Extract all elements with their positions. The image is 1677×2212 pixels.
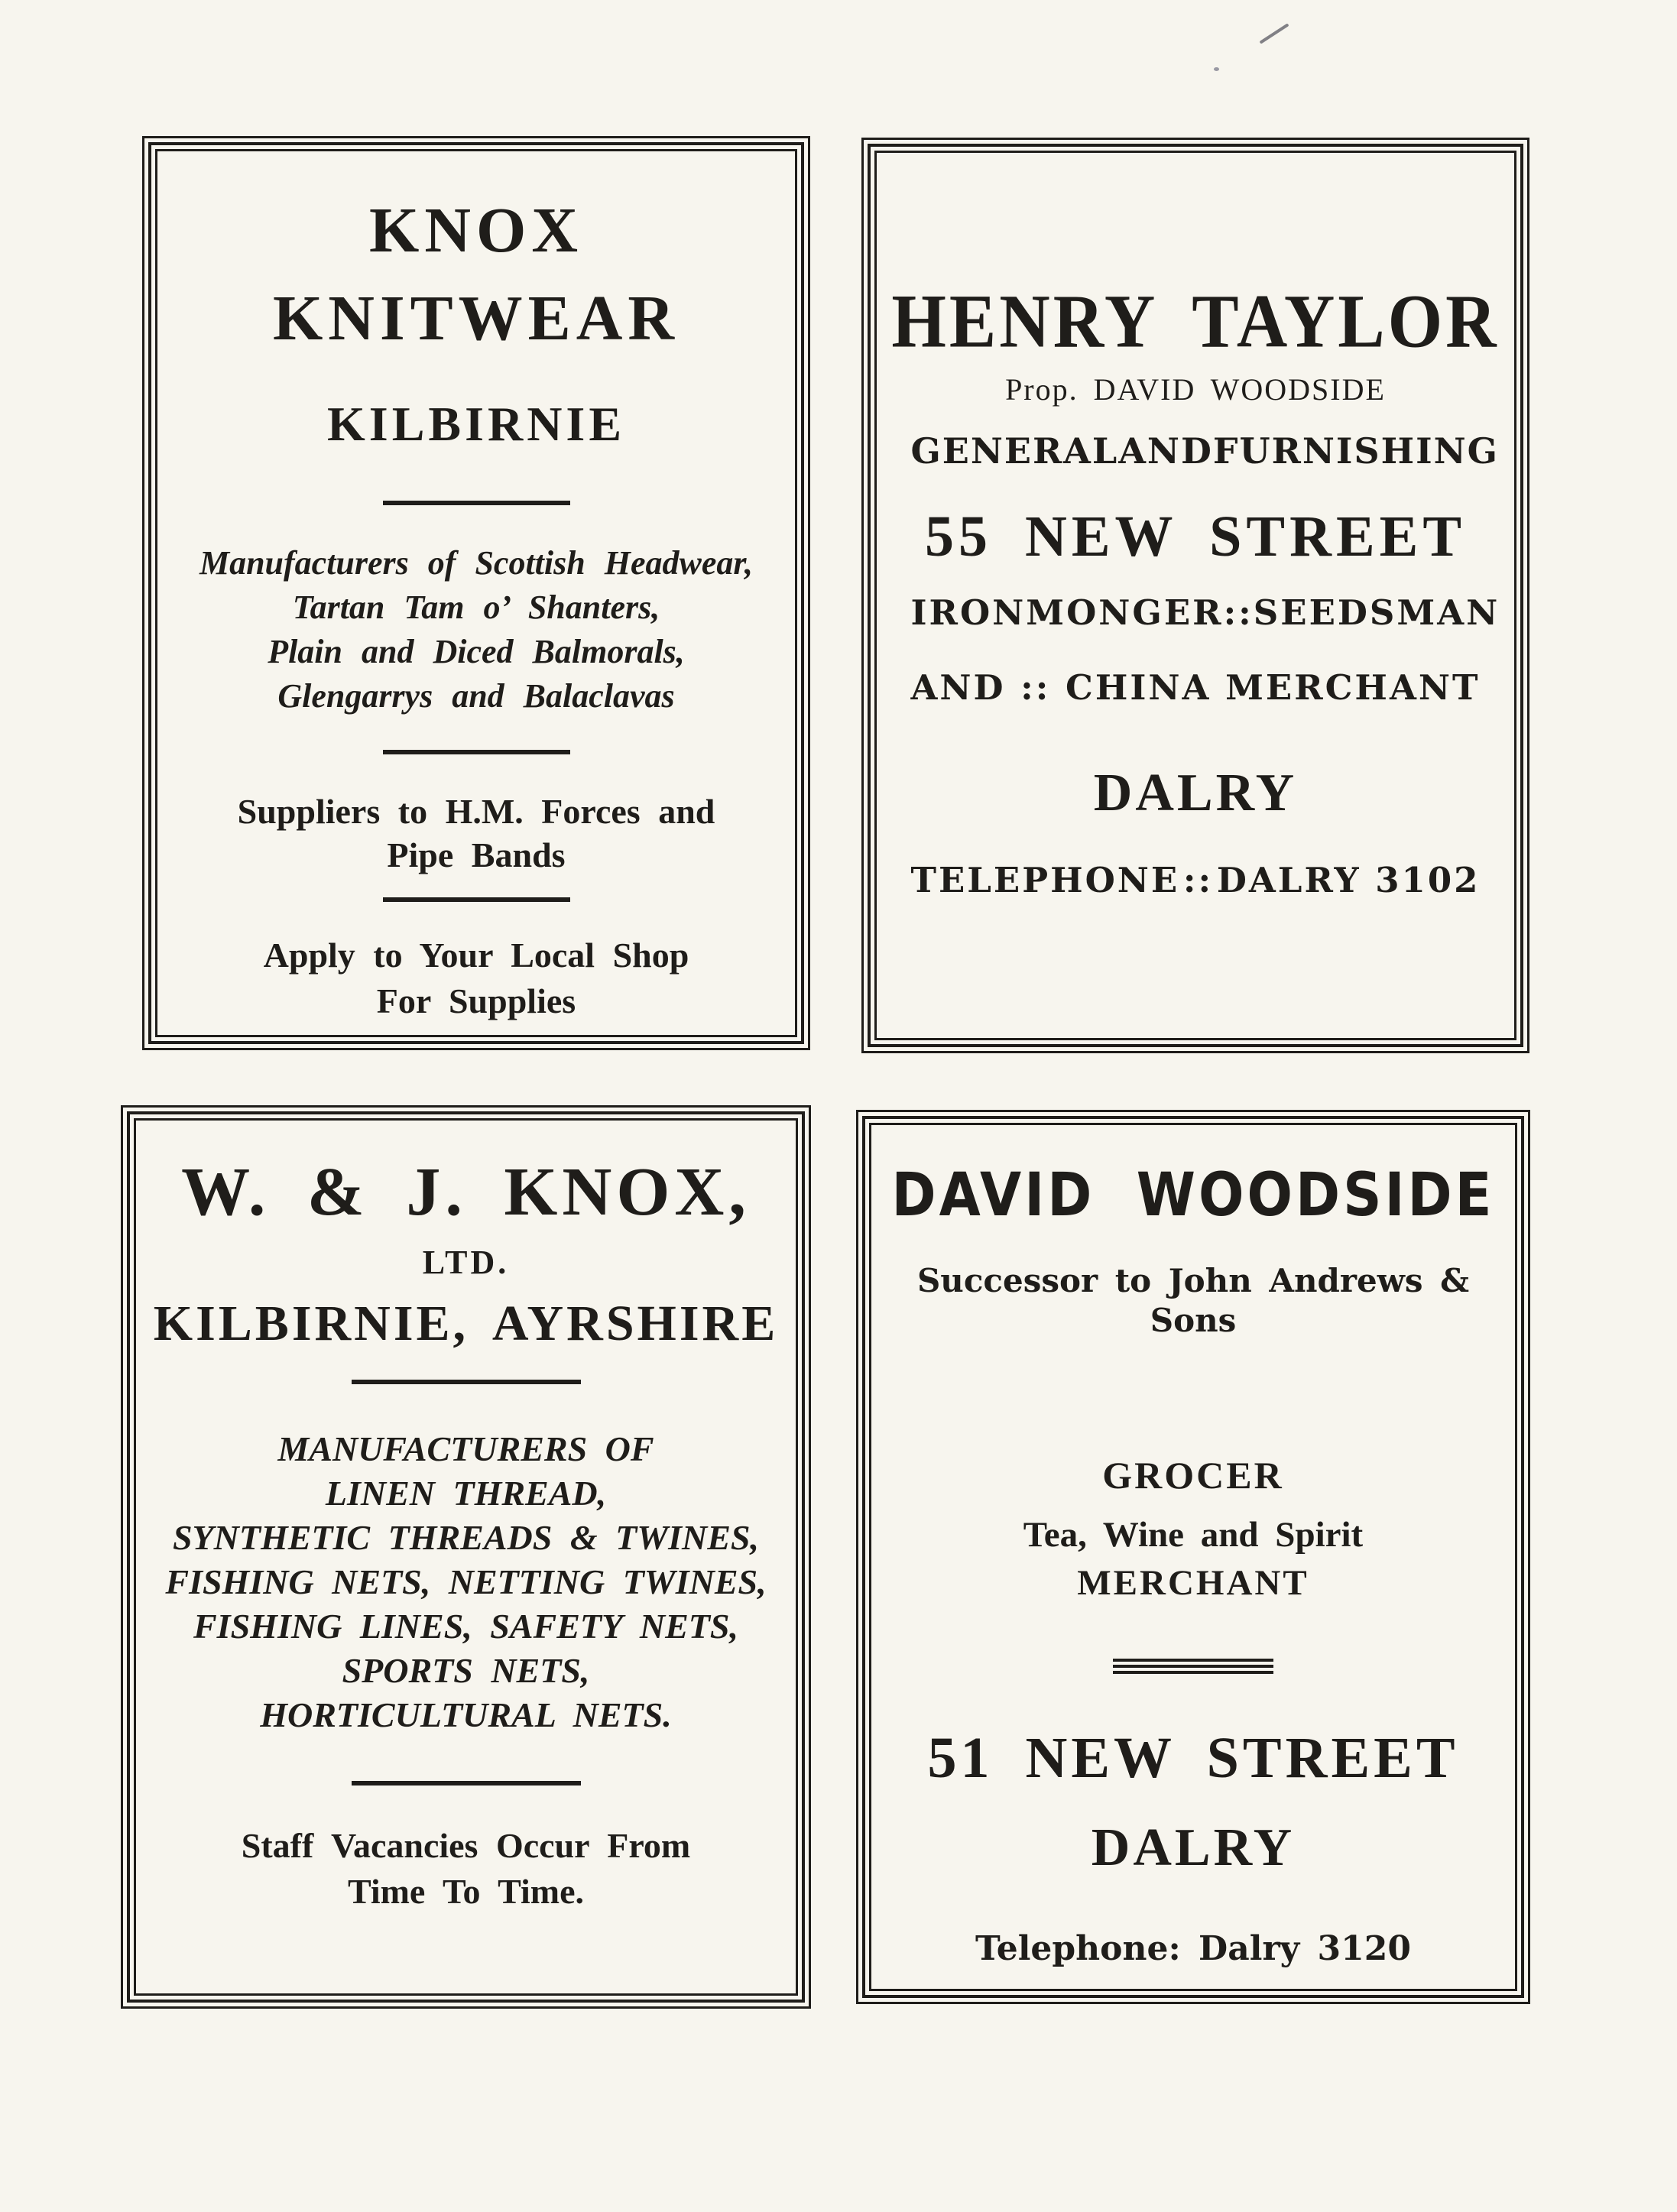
telephone-line: Telephone: Dalry 3120 <box>975 1929 1411 1968</box>
advertiser-name <box>273 186 680 362</box>
trade-label: SEEDSMAN <box>1253 592 1500 633</box>
suppliers-line: Pipe Bands <box>387 835 566 874</box>
product-line: MANUFACTURERS OF <box>277 1429 654 1468</box>
product-list <box>165 1427 766 1737</box>
telephone-row <box>911 860 1481 901</box>
location-line: KILBIRNIE, AYRSHIRE <box>153 1296 779 1351</box>
town-line: DALRY <box>1093 764 1298 822</box>
advertiser-name: DAVID WOODSIDE <box>891 1160 1495 1230</box>
title-line: KNITWEAR <box>272 283 680 354</box>
product-line: SYNTHETIC THREADS & TWINES, <box>172 1518 760 1557</box>
divider-rule <box>383 750 570 754</box>
separator-colons: :: <box>1182 860 1214 900</box>
title-line: KNOX <box>368 195 583 266</box>
product-line: LINEN THREAD, <box>325 1474 607 1513</box>
product-line: Manufacturers of Scottish Headwear, <box>199 544 754 582</box>
product-line: Tartan Tam o’ Shanters, <box>292 589 660 626</box>
trade-line: Tea, Wine and Spirit <box>1023 1515 1364 1555</box>
trade-word: GENERAL <box>910 430 1119 472</box>
vacancies-line: Staff Vacancies Occur From <box>241 1826 691 1865</box>
apply-note <box>264 932 689 1024</box>
advertiser-name: W. & J. KNOX, <box>181 1154 751 1230</box>
vacancies-line: Time To Time. <box>347 1872 584 1911</box>
pen-mark-dot <box>1214 67 1219 71</box>
product-line: Glengarrys and Balaclavas <box>277 677 675 715</box>
product-line: FISHING NETS, NETTING TWINES, <box>165 1562 767 1601</box>
separator-colons: :: <box>1020 667 1051 708</box>
trade-word: AND <box>1118 430 1213 472</box>
town-line: DALRY <box>1091 1818 1296 1877</box>
suppliers-line: Suppliers to H.M. Forces and <box>237 792 715 831</box>
trade-label: AND <box>910 667 1006 708</box>
trades-row <box>911 667 1481 709</box>
ad-frame <box>856 1110 1530 2004</box>
product-line: SPORTS NETS, <box>342 1651 590 1690</box>
street-address: 51 NEW STREET <box>927 1726 1459 1790</box>
company-suffix: LTD. <box>422 1244 510 1281</box>
trade-line: MERCHANT <box>1077 1563 1309 1603</box>
advertiser-name: HENRY TAYLOR <box>891 278 1500 364</box>
apply-line: Apply to Your Local Shop <box>263 936 689 975</box>
ad-henry-taylor <box>861 138 1529 1053</box>
ad-wj-knox <box>121 1105 811 2009</box>
trades-row <box>910 592 1500 634</box>
vacancies-note <box>242 1823 691 1915</box>
proprietor-line: Prop. DAVID WOODSIDE <box>1005 372 1386 407</box>
successor-line: Successor to John Andrews & Sons <box>916 1262 1470 1339</box>
divider-rule <box>352 1380 581 1384</box>
trade-word: FURNISHING <box>1212 430 1499 472</box>
telephone-number: DALRY 3102 <box>1216 860 1481 900</box>
product-line: Plain and Diced Balmorals, <box>268 633 685 670</box>
trade-label: IRONMONGER <box>910 592 1224 633</box>
pen-mark-slash <box>1259 23 1289 44</box>
divider-rule <box>383 897 570 902</box>
triple-divider-rule <box>1113 1659 1273 1674</box>
product-list <box>199 541 753 718</box>
ad-david-woodside <box>856 1110 1530 2004</box>
divider-rule <box>383 501 570 505</box>
product-line: FISHING LINES, SAFETY NETS, <box>193 1607 738 1646</box>
divider-rule <box>352 1781 581 1785</box>
ad-knox-knitwear <box>142 136 810 1050</box>
ad-frame <box>861 138 1529 1053</box>
trade-description <box>910 430 1499 472</box>
separator-colons: :: <box>1223 592 1254 633</box>
ad-frame <box>121 1105 811 2009</box>
trade-label: CHINA MERCHANT <box>1066 667 1481 708</box>
ad-frame <box>142 136 810 1050</box>
apply-line: For Supplies <box>376 981 576 1020</box>
trade-line: GROCER <box>1102 1454 1284 1497</box>
location-line: KILBIRNIE <box>327 397 625 451</box>
street-address: 55 NEW STREET <box>924 504 1467 569</box>
suppliers-note <box>238 790 715 877</box>
telephone-label: TELEPHONE <box>910 860 1180 900</box>
product-line: HORTICULTURAL NETS. <box>260 1695 672 1734</box>
